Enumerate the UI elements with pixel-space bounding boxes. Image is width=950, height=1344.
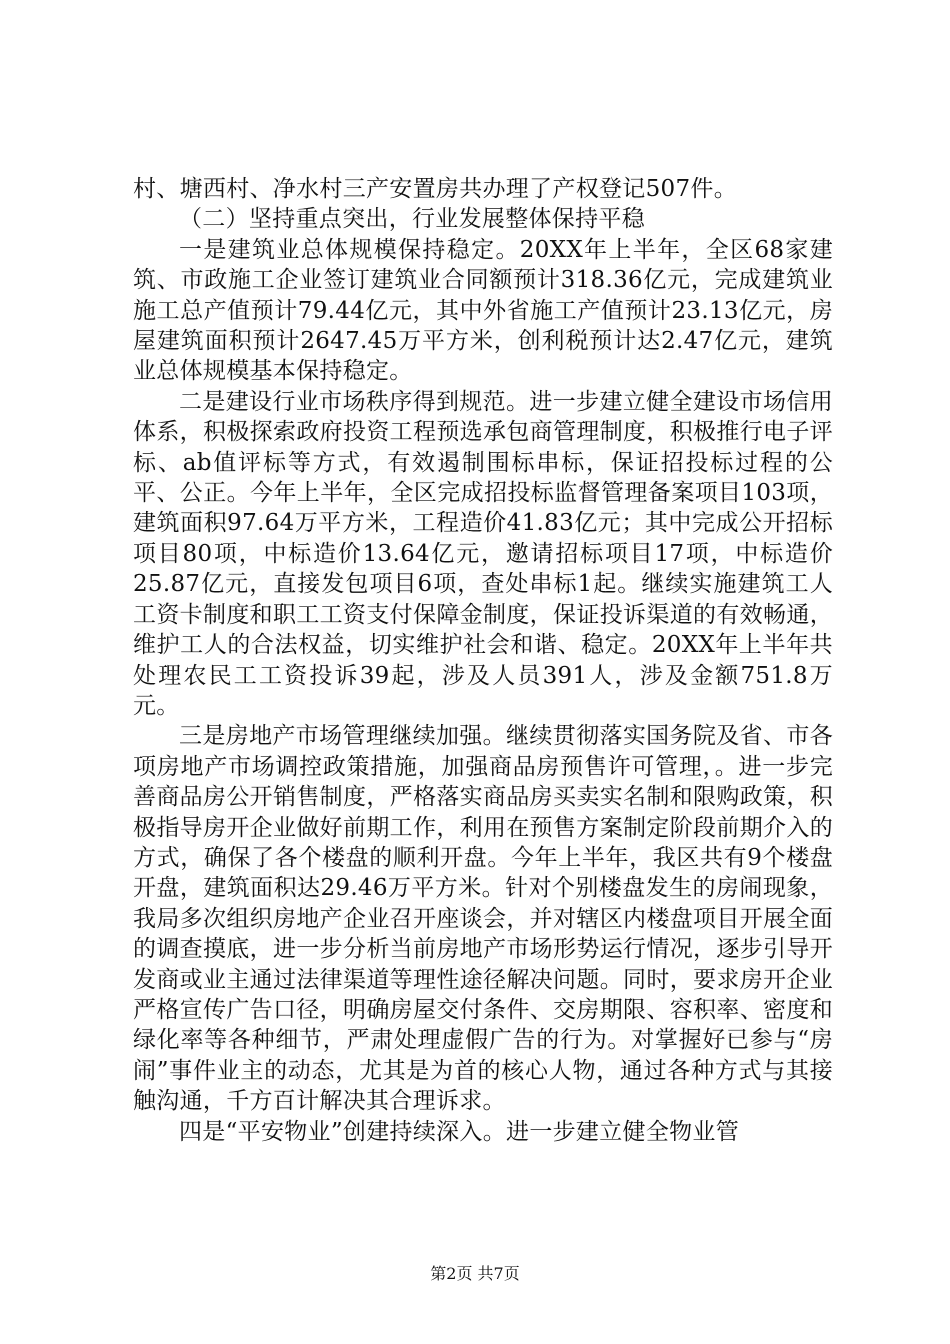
paragraph-market-order: 二是建设行业市场秩序得到规范。进一步建立健全建设市场信用体系，积极探索政府投资工程预选承包商管理制度，积极推行电子评标、ab值评标等方式，有效遏制围标串标，保证招投标过程的公平、公正。今年上半年，全区完成招投标监督管理备案项目103项，建筑面积97.64万平方米，工程造价41.83亿元；其中完成公开招标项目80项，中标造价13.64亿元，邀请招标项目17项，中标造价25.87亿元，直接发包项目6项，查处串标1起。继续实施建筑工人工资卡制度和职工工资支付保障金制度，保证投诉渠道的有效畅通，维护工人的合法权益，切实维护社会和谐、稳定。20XX年上半年共处理农民工工资投诉39起，涉及人员391人，涉及金额751.8万元。 <box>133 388 833 719</box>
paragraph-construction-scale: 一是建筑业总体规模保持稳定。20XX年上半年，全区68家建筑、市政施工企业签订建筑业合同额预计318.36亿元，完成建筑业施工总产值预计79.44亿元，其中外省施工产值预计23.13亿元，房屋建筑面积预计2647.45万平方米，创利税预计达2.47亿元，建筑业总体规模基本保持稳定。 <box>133 236 833 385</box>
paragraph-real-estate: 三是房地产市场管理继续加强。继续贯彻落实国务院及省、市各项房地产市场调控政策措施，加强商品房预售许可管理，。进一步完善商品房公开销售制度，严格落实商品房买卖实名制和限购政策，积极指导房开企业做好前期工作，利用在预售方案制定阶段前期介入的方式，确保了各个楼盘的顺利开盘。今年上半年，我区共有9个楼盘开盘，建筑面积达29.46万平方米。针对个别楼盘发生的房闹现象，我局多次组织房地产企业召开座谈会，并对辖区内楼盘项目开展全面的调查摸底，进一步分析当前房地产市场形势运行情况，逐步引导开发商或业主通过法律渠道等理性途径解决问题。同时，要求房开企业严格宣传广告口径，明确房屋交付条件、交房期限、容积率、密度和绿化率等各种细节，严肃处理虚假广告的行为。对掌握好已参与“房闹”事件业主的动态，尤其是为首的核心人物，通过各种方式与其接触沟通，千方百计解决其合理诉求。 <box>133 723 833 1115</box>
page-footer: 第2页 共7页 <box>430 1264 520 1283</box>
paragraph-continuation: 村、塘西村、净水村三产安置房共办理了产权登记507件。 <box>133 176 737 202</box>
paragraph-safe-property: 四是“平安物业”创建持续深入。进一步建立健全物业管 <box>179 1118 740 1145</box>
section-heading: （二）坚持重点突出，行业发展整体保持平稳 <box>179 206 645 233</box>
document-body <box>133 174 833 1147</box>
